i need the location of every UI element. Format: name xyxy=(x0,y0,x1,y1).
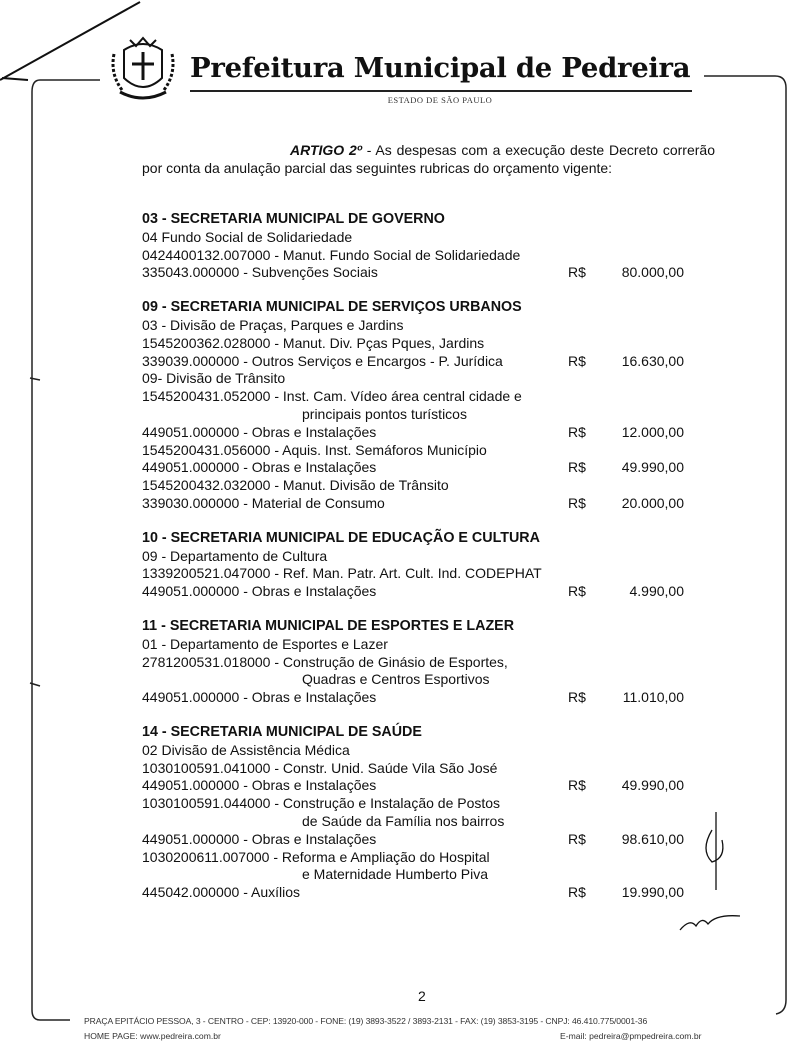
budget-section xyxy=(142,618,702,707)
line-amount: 12.000,00 xyxy=(621,423,684,440)
budget-section xyxy=(142,299,702,513)
line-amount: 16.630,00 xyxy=(621,352,684,369)
budget-line xyxy=(142,565,702,583)
title-underline xyxy=(190,90,692,92)
currency-symbol: R$ xyxy=(568,777,586,794)
line-description: 0424400132.007000 - Manut. Fundo Social de Solidariedade xyxy=(142,246,521,263)
budget-line xyxy=(142,317,702,335)
currency-symbol: R$ xyxy=(568,423,586,440)
municipal-crest-icon xyxy=(110,34,176,104)
line-description: 1545200432.032000 - Manut. Divisão de Trânsito xyxy=(142,477,449,494)
line-description: 1545200431.052000 - Inst. Cam. Vídeo área central cidade e xyxy=(142,388,522,405)
budget-line xyxy=(142,636,702,654)
section-heading: 03 - SECRETARIA MUNICIPAL DE GOVERNO xyxy=(142,211,445,227)
line-description: 1030200611.007000 - Reforma e Ampliação do Hospital xyxy=(142,848,490,865)
line-description: 03 - Divisão de Praças, Parques e Jardins xyxy=(142,316,404,333)
budget-line xyxy=(142,370,702,388)
budget-lines xyxy=(142,211,702,919)
line-amount: 19.990,00 xyxy=(621,884,684,901)
currency-symbol: R$ xyxy=(568,494,586,511)
line-description: 339030.000000 - Material de Consumo xyxy=(142,494,385,511)
budget-line xyxy=(142,477,702,495)
budget-line xyxy=(142,849,702,867)
line-description: 09 - Departamento de Cultura xyxy=(142,547,328,564)
budget-line xyxy=(142,671,702,689)
line-description: 01 - Departamento de Esportes e Lazer xyxy=(142,635,388,652)
section-heading: 14 - SECRETARIA MUNICIPAL DE SAÚDE xyxy=(142,723,422,740)
budget-line xyxy=(142,689,702,707)
currency-symbol: R$ xyxy=(568,689,586,706)
article-paragraph xyxy=(142,141,715,177)
footer-homepage: HOME PAGE: www.pedreira.com.br xyxy=(84,1031,221,1041)
line-description: 1030100591.044000 - Construção e Instalação de Postos xyxy=(142,795,501,812)
budget-line xyxy=(142,424,702,442)
line-description: 449051.000000 - Obras e Instalações xyxy=(142,583,377,600)
currency-symbol: R$ xyxy=(568,884,586,901)
line-description: principais pontos turísticos xyxy=(302,405,467,422)
line-description: 449051.000000 - Obras e Instalações xyxy=(142,777,377,794)
budget-section xyxy=(142,211,702,282)
budget-section xyxy=(142,530,702,601)
line-amount: 20.000,00 xyxy=(621,494,684,511)
budget-line xyxy=(142,548,702,566)
page-number: 2 xyxy=(418,988,426,1004)
letterhead-title: Prefeitura Municipal de Pedreira xyxy=(190,52,691,84)
budget-line xyxy=(142,495,702,513)
article-text: - As despesas com a execução deste Decreto correrão por conta da anulação parcial das seguintes rubricas do orçamento vigente: xyxy=(142,142,715,176)
line-description: 1545200431.056000 - Aquis. Inst. Semáforos Município xyxy=(142,441,487,458)
line-description: 09- Divisão de Trânsito xyxy=(142,370,286,387)
budget-line xyxy=(142,583,702,601)
line-description: 449051.000000 - Obras e Instalações xyxy=(142,830,377,847)
line-description: 449051.000000 - Obras e Instalações xyxy=(142,689,377,706)
line-description: 1030100591.041000 - Constr. Unid. Saúde Vila São José xyxy=(142,759,498,776)
line-description: 1545200362.028000 - Manut. Div. Pças Pques, Jardins xyxy=(142,334,485,351)
budget-line xyxy=(142,229,702,247)
section-heading: 09 - SECRETARIA MUNICIPAL DE SERVIÇOS URBANOS xyxy=(142,299,522,316)
line-amount: 98.610,00 xyxy=(621,830,684,847)
currency-symbol: R$ xyxy=(568,459,586,476)
footer-email: E-mail: pedreira@pmpedreira.com.br xyxy=(560,1031,702,1041)
line-amount: 49.990,00 xyxy=(621,777,684,794)
budget-line xyxy=(142,353,702,371)
line-amount: 4.990,00 xyxy=(629,583,684,600)
budget-line xyxy=(142,264,702,282)
line-description: 449051.000000 - Obras e Instalações xyxy=(142,459,377,476)
article-label: ARTIGO 2º xyxy=(290,142,362,158)
budget-line xyxy=(142,777,702,795)
line-description: 2781200531.018000 - Construção de Ginásio de Esportes, xyxy=(142,653,508,670)
budget-line xyxy=(142,335,702,353)
budget-line xyxy=(142,459,702,477)
line-description: 445042.000000 - Auxílios xyxy=(142,884,301,901)
budget-line xyxy=(142,884,702,902)
line-description: de Saúde da Família nos bairros xyxy=(302,812,505,829)
line-description: e Maternidade Humberto Piva xyxy=(302,866,488,883)
budget-line xyxy=(142,247,702,265)
line-amount: 49.990,00 xyxy=(621,459,684,476)
budget-line xyxy=(142,813,702,831)
letterhead-subtitle: ESTADO DE SÃO PAULO xyxy=(387,95,493,105)
currency-symbol: R$ xyxy=(568,830,586,847)
footer-address: PRAÇA EPITÁCIO PESSOA, 3 - CENTRO - CEP: 13920-000 - FONE: (19) 3893-3522 / 3893-2131 - FAX: (19) 3853-3195 - CNPJ: 46.410.775/0001-36 xyxy=(84,1016,648,1026)
line-description: 449051.000000 - Obras e Instalações xyxy=(142,423,377,440)
currency-symbol: R$ xyxy=(568,583,586,600)
budget-line xyxy=(142,866,702,884)
budget-section xyxy=(142,724,702,902)
currency-symbol: R$ xyxy=(568,352,586,369)
line-description: 335043.000000 - Subvenções Sociais xyxy=(142,264,378,281)
line-amount: 80.000,00 xyxy=(621,264,684,281)
line-amount: 11.010,00 xyxy=(622,689,684,706)
line-description: Quadras e Centros Esportivos xyxy=(302,671,490,688)
section-heading: 10 - SECRETARIA MUNICIPAL DE EDUCAÇÃO E CULTURA xyxy=(142,529,540,546)
left-border xyxy=(32,80,100,1020)
line-description: 1339200521.047000 - Ref. Man. Patr. Art. Cult. Ind. CODEPHAT xyxy=(142,565,542,582)
budget-line xyxy=(142,388,702,406)
budget-line xyxy=(142,406,702,424)
line-description: 02 Divisão de Assistência Médica xyxy=(142,741,350,758)
line-description: 04 Fundo Social de Solidariedade xyxy=(142,228,353,245)
budget-line xyxy=(142,654,702,672)
budget-line xyxy=(142,831,702,849)
budget-line xyxy=(142,795,702,813)
budget-line xyxy=(142,442,702,460)
budget-line xyxy=(142,760,702,778)
budget-line xyxy=(142,742,702,760)
section-heading: 11 - SECRETARIA MUNICIPAL DE ESPORTES E LAZER xyxy=(142,617,515,634)
line-description: 339039.000000 - Outros Serviços e Encargos - P. Jurídica xyxy=(142,352,503,369)
currency-symbol: R$ xyxy=(568,264,586,281)
